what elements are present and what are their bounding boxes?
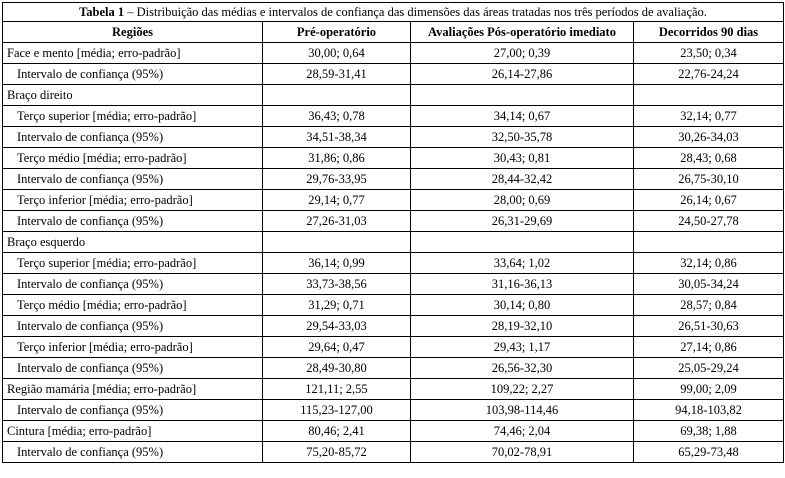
table-row <box>3 127 784 148</box>
row-label: Face e mento [média; erro-padrão] <box>3 43 263 64</box>
value-90-dias: 26,14; 0,67 <box>634 190 784 211</box>
value-pos-operatorio: 26,31-29,69 <box>411 211 634 232</box>
value-90-dias: 25,05-29,24 <box>634 358 784 379</box>
row-label: Terço médio [média; erro-padrão] <box>3 295 263 316</box>
table-row <box>3 232 784 253</box>
table-caption-row <box>3 3 784 22</box>
table-row <box>3 316 784 337</box>
value-90-dias: 26,51-30,63 <box>634 316 784 337</box>
row-label: Braço esquerdo <box>3 232 263 253</box>
value-pre-operatorio: 80,46; 2,41 <box>263 421 411 442</box>
table-row <box>3 211 784 232</box>
value-pos-operatorio: 26,56-32,30 <box>411 358 634 379</box>
value-pos-operatorio: 26,14-27,86 <box>411 64 634 85</box>
table-container <box>2 2 783 463</box>
table-row <box>3 274 784 295</box>
value-pos-operatorio: 28,44-32,42 <box>411 169 634 190</box>
table-row <box>3 190 784 211</box>
value-pre-operatorio: 31,86; 0,86 <box>263 148 411 169</box>
value-pos-operatorio <box>411 85 634 106</box>
value-pre-operatorio: 34,51-38,34 <box>263 127 411 148</box>
value-90-dias <box>634 232 784 253</box>
value-pos-operatorio: 27,00; 0,39 <box>411 43 634 64</box>
value-pos-operatorio: 70,02-78,91 <box>411 442 634 463</box>
row-label: Intervalo de confiança (95%) <box>3 400 263 421</box>
value-90-dias: 69,38; 1,88 <box>634 421 784 442</box>
value-90-dias: 23,50; 0,34 <box>634 43 784 64</box>
value-pre-operatorio: 29,54-33,03 <box>263 316 411 337</box>
table-row <box>3 106 784 127</box>
row-label: Intervalo de confiança (95%) <box>3 211 263 232</box>
value-pos-operatorio: 28,19-32,10 <box>411 316 634 337</box>
row-label: Intervalo de confiança (95%) <box>3 127 263 148</box>
value-90-dias: 30,26-34,03 <box>634 127 784 148</box>
value-pos-operatorio: 34,14; 0,67 <box>411 106 634 127</box>
row-label: Terço superior [média; erro-padrão] <box>3 253 263 274</box>
row-label: Intervalo de confiança (95%) <box>3 358 263 379</box>
value-90-dias: 27,14; 0,86 <box>634 337 784 358</box>
value-90-dias: 28,57; 0,84 <box>634 295 784 316</box>
caption-title: Tabela 1 <box>79 5 125 19</box>
value-pos-operatorio: 103,98-114,46 <box>411 400 634 421</box>
value-90-dias: 94,18-103,82 <box>634 400 784 421</box>
value-90-dias: 26,75-30,10 <box>634 169 784 190</box>
row-label: Braço direito <box>3 85 263 106</box>
table-row <box>3 358 784 379</box>
table-row <box>3 442 784 463</box>
value-pre-operatorio: 36,14; 0,99 <box>263 253 411 274</box>
value-pos-operatorio: 32,50-35,78 <box>411 127 634 148</box>
value-pre-operatorio: 29,14; 0,77 <box>263 190 411 211</box>
value-pos-operatorio: 31,16-36,13 <box>411 274 634 295</box>
value-pre-operatorio: 36,43; 0,78 <box>263 106 411 127</box>
table-row <box>3 85 784 106</box>
value-pre-operatorio: 29,76-33,95 <box>263 169 411 190</box>
header-row <box>3 22 784 43</box>
table-row <box>3 169 784 190</box>
row-label: Cintura [média; erro-padrão] <box>3 421 263 442</box>
value-pre-operatorio: 75,20-85,72 <box>263 442 411 463</box>
value-90-dias <box>634 85 784 106</box>
value-90-dias: 65,29-73,48 <box>634 442 784 463</box>
row-label: Terço superior [média; erro-padrão] <box>3 106 263 127</box>
row-label: Região mamária [média; erro-padrão] <box>3 379 263 400</box>
header-pos-operatorio: Avaliações Pós-operatório imediato <box>411 22 634 43</box>
table-row <box>3 64 784 85</box>
value-pre-operatorio <box>263 232 411 253</box>
value-90-dias: 32,14; 0,86 <box>634 253 784 274</box>
table-row <box>3 400 784 421</box>
value-pos-operatorio: 33,64; 1,02 <box>411 253 634 274</box>
row-label: Terço inferior [média; erro-padrão] <box>3 337 263 358</box>
value-90-dias: 99,00; 2,09 <box>634 379 784 400</box>
value-pos-operatorio: 29,43; 1,17 <box>411 337 634 358</box>
value-90-dias: 24,50-27,78 <box>634 211 784 232</box>
table-body <box>3 43 784 463</box>
value-pre-operatorio: 30,00; 0,64 <box>263 43 411 64</box>
table-row <box>3 148 784 169</box>
row-label: Terço médio [média; erro-padrão] <box>3 148 263 169</box>
value-pos-operatorio <box>411 232 634 253</box>
table-row <box>3 337 784 358</box>
row-label: Intervalo de confiança (95%) <box>3 442 263 463</box>
row-label: Intervalo de confiança (95%) <box>3 274 263 295</box>
table-caption <box>3 3 784 22</box>
value-pos-operatorio: 109,22; 2,27 <box>411 379 634 400</box>
header-pre-operatorio: Pré-operatório <box>263 22 411 43</box>
value-pre-operatorio: 115,23-127,00 <box>263 400 411 421</box>
row-label: Intervalo de confiança (95%) <box>3 64 263 85</box>
value-pre-operatorio: 31,29; 0,71 <box>263 295 411 316</box>
value-90-dias: 28,43; 0,68 <box>634 148 784 169</box>
value-pre-operatorio: 29,64; 0,47 <box>263 337 411 358</box>
value-pre-operatorio: 33,73-38,56 <box>263 274 411 295</box>
row-label: Terço inferior [média; erro-padrão] <box>3 190 263 211</box>
value-90-dias: 30,05-34,24 <box>634 274 784 295</box>
header-90-dias: Decorridos 90 dias <box>634 22 784 43</box>
value-pre-operatorio <box>263 85 411 106</box>
table-row <box>3 379 784 400</box>
row-label: Intervalo de confiança (95%) <box>3 169 263 190</box>
value-pre-operatorio: 28,49-30,80 <box>263 358 411 379</box>
value-pos-operatorio: 30,43; 0,81 <box>411 148 634 169</box>
value-pre-operatorio: 121,11; 2,55 <box>263 379 411 400</box>
table-row <box>3 295 784 316</box>
value-pos-operatorio: 74,46; 2,04 <box>411 421 634 442</box>
value-pre-operatorio: 27,26-31,03 <box>263 211 411 232</box>
table-row <box>3 43 784 64</box>
value-pos-operatorio: 28,00; 0,69 <box>411 190 634 211</box>
value-90-dias: 22,76-24,24 <box>634 64 784 85</box>
table-row <box>3 253 784 274</box>
value-pre-operatorio: 28,59-31,41 <box>263 64 411 85</box>
caption-text: – Distribuição das médias e intervalos de confiança das dimensões das áreas tratadas nos três períodos de avaliação. <box>124 5 707 19</box>
data-table <box>2 2 784 463</box>
value-pos-operatorio: 30,14; 0,80 <box>411 295 634 316</box>
row-label: Intervalo de confiança (95%) <box>3 316 263 337</box>
header-regioes: Regiões <box>3 22 263 43</box>
value-90-dias: 32,14; 0,77 <box>634 106 784 127</box>
table-row <box>3 421 784 442</box>
